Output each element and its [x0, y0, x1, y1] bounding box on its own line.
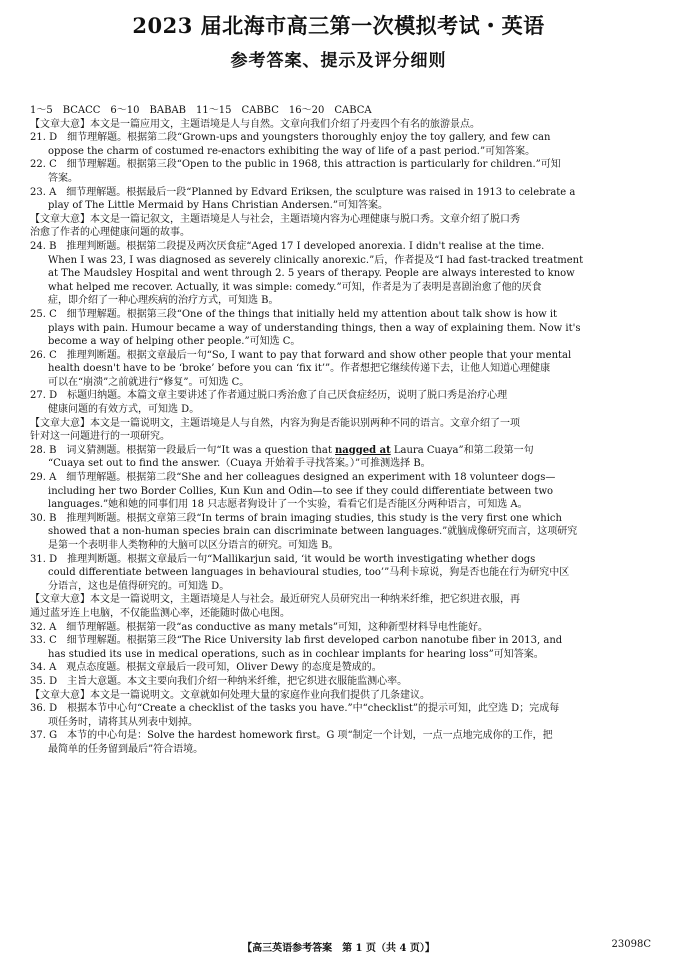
- page-title: 2023 届北海市高三第一次模拟考试・英语: [132, 13, 545, 38]
- line-text: 26. C 推理判断题。根据文章最后一句“So, I want to pay that forward and show other people that your mental: [30, 349, 572, 361]
- text-line: [30, 634, 654, 648]
- line-text: become a way of helping other people.”可知选 C。: [48, 336, 301, 348]
- line-text: 【文章大意】本文是一篇说明文，主题语境是人与自然，内容为狗是否能识别两种不同的语言。文章介绍了一项: [30, 417, 520, 429]
- text-line: [30, 457, 654, 471]
- text-line: [30, 226, 654, 240]
- line-text: including her two Border Collies, Kun Kun and Odin—to see if they could differentiate between two: [48, 485, 554, 497]
- text-line: [30, 702, 654, 716]
- line-text: 27. D 标题归纳题。本篇文章主要讲述了作者通过脱口秀治愈了自己厌食症经历，说明了脱口秀是治疗心理: [30, 390, 508, 402]
- answer-key-line: 1～5 BCACC 6～10 BABAB 11～15 CABBC 16～20 CABCA: [30, 105, 372, 116]
- footer-page-label: 【高三英语参考答案 第 1 页（共 4 页）】: [242, 943, 435, 954]
- text-line: [30, 430, 654, 444]
- line-text: at The Maudsley Hospital and went through 2. 5 years of therapy. People are always interested to know: [48, 268, 575, 280]
- text-line: [30, 376, 654, 390]
- line-text: 治愈了作者的心理健康问题的故事。: [30, 227, 190, 239]
- text-line: [30, 621, 654, 635]
- line-text: 项任务时，请将其从列表中划掉。: [48, 716, 198, 728]
- text-line: [30, 661, 654, 675]
- line-text: 【文章大意】本文是一篇应用文，主题语境是人与自然。文章向我们介绍了丹麦四个有名的旅游景点。: [30, 118, 480, 130]
- line-text: When I was 23, I was diagnosed as severely clinically anorexic.”后，作者提及“I had fast-tracked treatment: [48, 254, 584, 266]
- text-line: [30, 525, 654, 539]
- line-text: 31. D 推理判断题。根据文章最后一句“Mallikarjun said, ‘it would be worth investigating whether dogs: [30, 553, 536, 565]
- text-line: [30, 118, 654, 132]
- text-line: [30, 607, 654, 621]
- text-line: [30, 648, 654, 662]
- text-line: [30, 240, 654, 254]
- text-line: [30, 349, 654, 363]
- text-line: [30, 267, 654, 281]
- line-text-continued: Laura Cuaya”和第二段第一句: [390, 444, 534, 456]
- line-text: 34. A 观点态度题。根据文章最后一段可知，Oliver Dewy 的态度是赞成的。: [30, 662, 382, 674]
- line-text: 【文章大意】本文是一篇说明文。文章就如何处理大量的家庭作业向我们提供了几条建议。: [30, 689, 430, 701]
- text-line: [30, 675, 654, 689]
- text-line: [30, 485, 654, 499]
- line-text: 可以在“崩溃”之前就进行“修复”。可知选 C。: [48, 376, 250, 388]
- line-text: oppose the charm of costumed re-enactors exhibiting the way of life of a past period.”可知答案。: [48, 145, 536, 157]
- page-subtitle: 参考答案、提示及评分细则: [230, 51, 447, 71]
- text-line: [30, 444, 654, 458]
- line-text: 30. B 推理判断题。根据文章第三段“In terms of brain imaging studies, this study is the very first one which: [30, 512, 562, 524]
- line-text: 症，即介绍了一种心理疾病的治疗方式，可知选 B。: [48, 295, 279, 307]
- line-text: what helped me recover. Actually, it was simple: comedy.”可知，作者是为了表明是喜剧治愈了他的厌食: [48, 281, 542, 293]
- text-line: [30, 498, 654, 512]
- line-text: 【文章大意】本文是一篇记叙文，主题语境是人与社会，主题语境内容为心理健康与脱口秀。文章介绍了脱口秀: [30, 213, 520, 225]
- line-text: 健康问题的有效方式，可知选 D。: [48, 404, 200, 416]
- text-line: [30, 281, 654, 295]
- text-line: [30, 512, 654, 526]
- line-text: 37. G 本节的中心句是：Solve the hardest homework first。G 项“制定一个计划，一点一点地完成你的工作，把: [30, 730, 553, 742]
- line-text: 33. C 细节理解题。根据第三段“The Rice University lab first developed carbon nanotube fiber in 2013, and: [30, 635, 563, 647]
- line-text: 最简单的任务留到最后”符合语境。: [48, 743, 204, 755]
- line-text: 分语言，这也是值得研究的。可知选 D。: [48, 580, 230, 592]
- line-text: 21. D 细节理解题。根据第二段“Grown-ups and youngsters thoroughly enjoy the toy gallery, and few can: [30, 132, 551, 144]
- footer-doc-code: 23098C: [611, 939, 651, 950]
- answer-content: [30, 104, 654, 757]
- text-line: [30, 417, 654, 431]
- text-line: [30, 254, 654, 268]
- line-text: 25. C 细节理解题。根据第三段“One of the things that initially held my attention about talk show is how it: [30, 308, 558, 320]
- line-text: 是第一个表明非人类物种的大脑可以区分语言的研究。可知选 B。: [48, 540, 339, 551]
- line-text: 【文章大意】本文是一篇说明文，主题语境是人与社会。最近研究人员研究出一种纳米纤维，把它织进衣服，再: [30, 594, 520, 606]
- text-line: [30, 186, 654, 200]
- line-text: 通过蓝牙连上电脑，不仅能监测心率，还能随时做心电图。: [30, 607, 290, 619]
- text-line: [30, 335, 654, 349]
- text-line: [30, 362, 654, 376]
- line-text: showed that a non-human species brain can discriminate between languages.”就脑成像研究而言，这项研究: [48, 526, 578, 538]
- text-line: [30, 322, 654, 336]
- text-line: [30, 539, 654, 553]
- text-line: [30, 389, 654, 403]
- line-text: 22. C 细节理解题。根据第三段“Open to the public in 1968, this attraction is particularly for children.”可知: [30, 159, 561, 171]
- text-line: [30, 580, 654, 594]
- line-text: could differentiate between languages in behavioural studies, too’”马利卡琼说，狗是否也能在行为研究中区: [48, 567, 570, 579]
- line-text: 29. A 细节理解题。根据第二段“She and her colleagues designed an experiment with 18 volunteer dogs—: [30, 472, 556, 484]
- line-text: 答案。: [48, 172, 78, 184]
- text-line: [30, 172, 654, 186]
- line-text: 36. D 根据本节中心句“Create a checklist of the tasks you have.”中“checklist”的提示可知，此空选 D；完成每: [30, 703, 560, 715]
- highlighted-phrase: nagged at: [335, 444, 391, 456]
- text-line: [30, 199, 654, 213]
- text-line: [30, 689, 654, 703]
- text-line: [30, 553, 654, 567]
- text-line: [30, 145, 654, 159]
- text-line: [30, 471, 654, 485]
- line-text: 针对这一问题进行的一项研究。: [30, 431, 170, 443]
- text-line: [30, 403, 654, 417]
- text-line: [30, 294, 654, 308]
- line-text: 28. B 词义猜测题。根据第一段最后一句“It was a question that: [30, 444, 336, 456]
- text-line: [30, 158, 654, 172]
- line-text: languages.”她和她的同事们用 18 只志愿者狗设计了一个实验，看看它们是否能区分两种语言，可知选 A。: [48, 499, 528, 511]
- line-text: 23. A 细节理解题。根据最后一段“Planned by Edvard Eriksen, the sculpture was raised in 1913 to celebrate a: [30, 186, 576, 198]
- text-line: [30, 729, 654, 743]
- line-text: “Cuaya set out to find the answer.（Cuaya 开始着手寻找答案。）”可推测选择 B。: [48, 458, 431, 470]
- line-text: 32. A 细节理解题。根据第一段“as conductive as many metals”可知，这种新型材料导电性能好。: [30, 621, 488, 633]
- text-line: [30, 716, 654, 730]
- line-text: health doesn't have to be ‘broke’ before you can ‘fix it’”。作者想把它继续传递下去，让他人知道心理健康: [48, 363, 551, 375]
- text-line: [30, 743, 654, 757]
- line-text: plays with pain. Humour became a way of understanding things, then a way of explaining them. Now it's: [48, 322, 581, 334]
- line-text: play of The Little Mermaid by Hans Christian Andersen.”可知答案。: [48, 200, 389, 212]
- line-text: 35. D 主旨大意题。本文主要向我们介绍一种纳米纤维，把它织进衣服能监测心率。: [30, 675, 408, 687]
- text-line: [30, 131, 654, 145]
- text-line: [30, 213, 654, 227]
- text-line: [30, 593, 654, 607]
- line-text: 24. B 推理判断题。根据第二段提及两次厌食症“Aged 17 I developed anorexia. I didn't realise at the time.: [30, 240, 545, 252]
- line-text: has studied its use in medical operations, such as in cochlear implants for hearing loss”可知答案。: [48, 648, 544, 660]
- text-line: [30, 566, 654, 580]
- text-line: [30, 308, 654, 322]
